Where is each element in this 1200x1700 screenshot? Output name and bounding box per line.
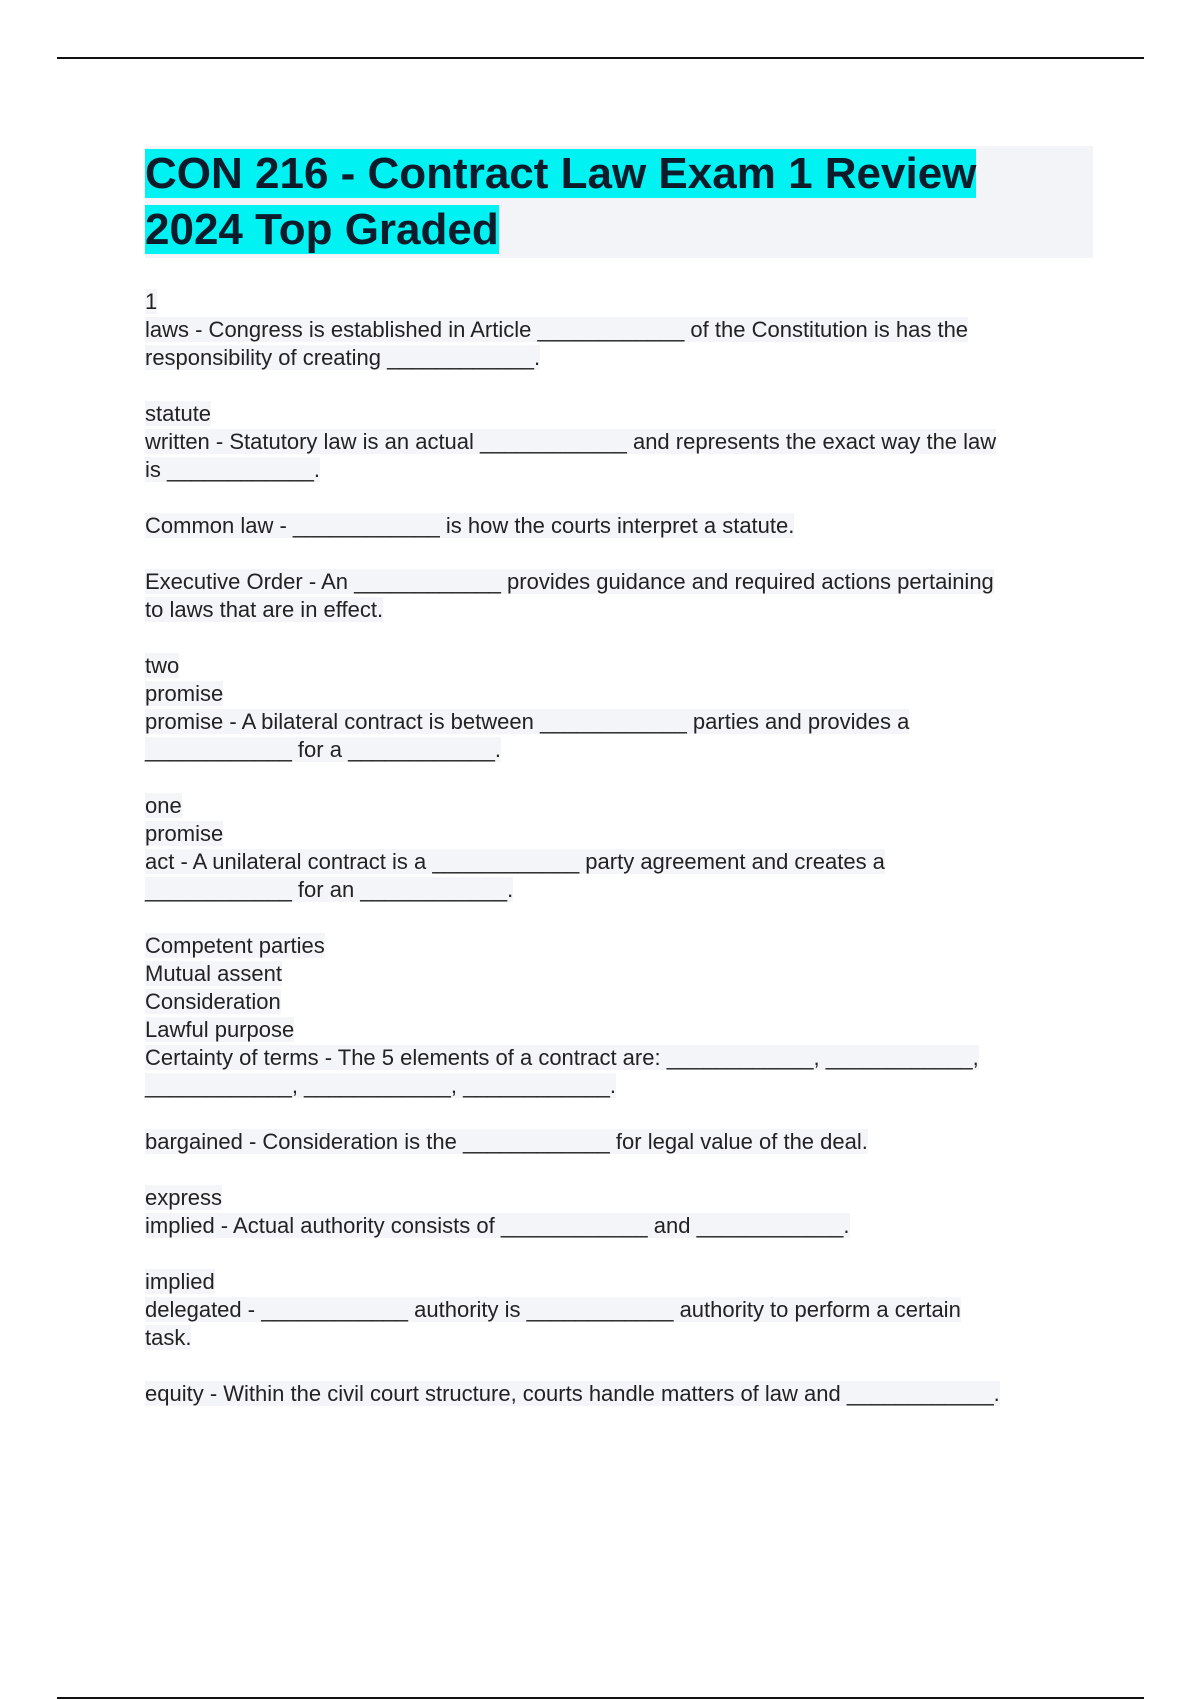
title-line-1: CON 216 - Contract Law Exam 1 Review <box>145 149 977 198</box>
flashcard-text: delegated - ____________ authority is ____________ authority to perform a certain <box>145 1297 961 1322</box>
flashcard-line <box>145 1268 1093 1296</box>
flashcard-line <box>145 652 1093 680</box>
flashcard-text: one <box>145 793 182 818</box>
flashcard <box>145 1184 1093 1240</box>
flashcard-text: promise <box>145 681 224 706</box>
flashcard-text: statute <box>145 401 212 426</box>
flashcard-line <box>145 1324 1093 1352</box>
flashcard-line <box>145 932 1093 960</box>
flashcard-text: express <box>145 1185 223 1210</box>
flashcard <box>145 792 1093 904</box>
flashcard-text: Common law - ____________ is how the courts interpret a statute. <box>145 513 795 538</box>
flashcard-line <box>145 1184 1093 1212</box>
flashcard-line <box>145 428 1093 456</box>
flashcard-line <box>145 820 1093 848</box>
flashcard-text: Competent parties <box>145 933 325 958</box>
top-rule <box>57 57 1144 59</box>
flashcard-text: to laws that are in effect. <box>145 597 384 622</box>
flashcard-line <box>145 1128 1093 1156</box>
bottom-rule <box>57 1697 1144 1699</box>
flashcard-text: Certainty of terms - The 5 elements of a contract are: ____________, ____________, <box>145 1045 979 1070</box>
flashcard <box>145 1268 1093 1352</box>
flashcard-text: bargained - Consideration is the ____________ for legal value of the deal. <box>145 1129 868 1154</box>
flashcard-line <box>145 1072 1093 1100</box>
title-line-2: 2024 Top Graded <box>145 205 499 254</box>
flashcard-text: promise - A bilateral contract is between ____________ parties and provides a <box>145 709 910 734</box>
flashcard <box>145 512 1093 540</box>
flashcard-text: promise <box>145 821 224 846</box>
flashcard-line <box>145 596 1093 624</box>
flashcard-line <box>145 344 1093 372</box>
flashcard-line <box>145 708 1093 736</box>
flashcard-list <box>145 288 1093 1408</box>
flashcard-text: is ____________. <box>145 457 320 482</box>
flashcard-line <box>145 680 1093 708</box>
flashcard-text: ____________ for a ____________. <box>145 737 502 762</box>
flashcard <box>145 1128 1093 1156</box>
flashcard-text: laws - Congress is established in Article ____________ of the Constitution is has the <box>145 317 969 342</box>
flashcard-text: implied - Actual authority consists of ____________ and ____________. <box>145 1213 850 1238</box>
flashcard-text: equity - Within the civil court structure, courts handle matters of law and ____________. <box>145 1381 1000 1406</box>
flashcard-text: implied <box>145 1269 215 1294</box>
flashcard <box>145 1380 1093 1408</box>
flashcard-line <box>145 1016 1093 1044</box>
flashcard-line <box>145 1044 1093 1072</box>
flashcard-text: ____________ for an ____________. <box>145 877 514 902</box>
flashcard-line <box>145 316 1093 344</box>
flashcard-line <box>145 288 1093 316</box>
flashcard-text: written - Statutory law is an actual ____________ and represents the exact way the law <box>145 429 997 454</box>
flashcard-line <box>145 792 1093 820</box>
document-title <box>145 146 1093 258</box>
flashcard-line <box>145 736 1093 764</box>
title-block <box>145 146 1093 258</box>
flashcard-text: Consideration <box>145 989 281 1014</box>
flashcard <box>145 652 1093 764</box>
flashcard-text: 1 <box>145 289 158 314</box>
flashcard-line <box>145 876 1093 904</box>
flashcard-text: two <box>145 653 180 678</box>
flashcard-line <box>145 1296 1093 1324</box>
flashcard-text: Mutual assent <box>145 961 282 986</box>
flashcard-line <box>145 960 1093 988</box>
flashcard-text: task. <box>145 1325 192 1350</box>
flashcard <box>145 568 1093 624</box>
flashcard-line <box>145 1212 1093 1240</box>
flashcard-line <box>145 1380 1093 1408</box>
flashcard-text: Lawful purpose <box>145 1017 295 1042</box>
flashcard-text: ____________, ____________, ____________. <box>145 1073 617 1098</box>
flashcard-line <box>145 568 1093 596</box>
flashcard-text: act - A unilateral contract is a ____________ party agreement and creates a <box>145 849 885 874</box>
flashcard-line <box>145 988 1093 1016</box>
flashcard-line <box>145 456 1093 484</box>
flashcard <box>145 400 1093 484</box>
flashcard-line <box>145 848 1093 876</box>
document-body <box>145 146 1093 1436</box>
flashcard-line <box>145 400 1093 428</box>
flashcard-text: responsibility of creating ____________. <box>145 345 541 370</box>
flashcard-text: Executive Order - An ____________ provides guidance and required actions pertaining <box>145 569 994 594</box>
flashcard-line <box>145 512 1093 540</box>
flashcard <box>145 288 1093 372</box>
flashcard <box>145 932 1093 1100</box>
